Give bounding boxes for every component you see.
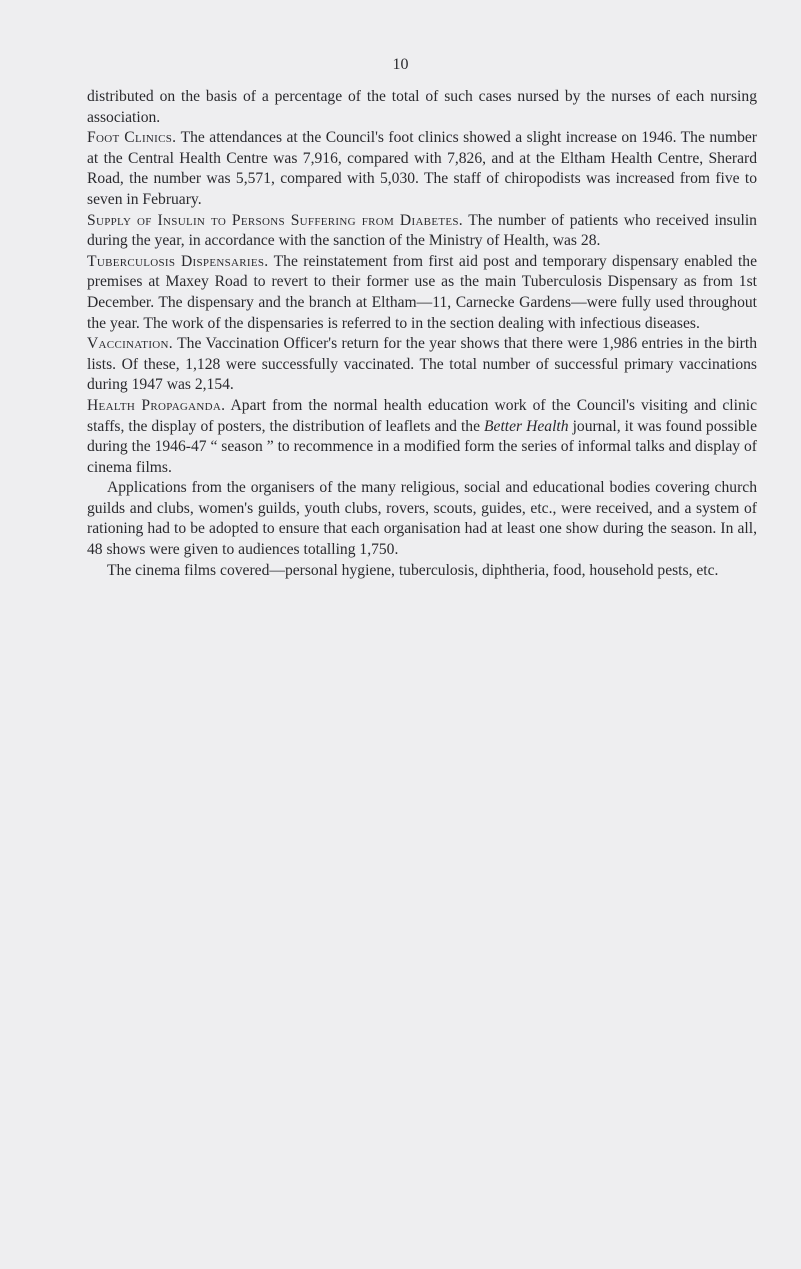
tb-paragraph (87, 252, 757, 334)
applications-paragraph: Applications from the organisers of the many religious, social and educational bodies covering church guilds and clubs, women's guilds, youth clubs, rovers, scouts, guides, etc., were received, and a system of rationing had to be adopted to ensure that each organisation had at least one show during the season. In all, 48 shows were given to audiences totalling 1,750. (87, 479, 757, 559)
tb-text: The reinstatement from first aid post and temporary dispensary enabled the premises at Maxey Road to revert to their former use as the main Tuberculosis Dispensary as from 1st December. The dispensary and the branch at Eltham—11, Carnecke Gardens—were fully used throughout the year. The work of the dispensaries is referred to in the section dealing with infectious diseases. (87, 252, 757, 332)
foot-clinics-heading: Foot Clinics. (87, 129, 177, 147)
foot-clinics-text: The attendances at the Council's foot clinics showed a slight increase on 1946. The number at the Central Health Centre was 7,916, compared with 7,826, and at the Eltham Health Centre, Sherard Road, the number was 5,571, compared with 5,030. The staff of chiropodists was increased from five to seven in February. (87, 129, 757, 208)
vaccination-paragraph (87, 334, 757, 396)
propaganda-text-b: journal, it was found possible during the 1946-47 “ season ” to recommence in a modified form the series of informal talks and display of cinema films. (87, 417, 758, 476)
vaccination-text: The Vaccination Officer's return for the year shows that there were 1,986 entries in the birth lists. Of these, 1,128 were successfully vaccinated. The total number of successful primary vaccinations during 1947 was 2,154. (87, 335, 757, 394)
tb-heading: Tuberculosis Dispensaries. (87, 252, 269, 270)
insulin-paragraph (87, 211, 757, 252)
journal-title: Better Health (484, 417, 569, 435)
insulin-heading: Supply of Insulin to Persons Suffering from Diabetes. (87, 211, 463, 229)
intro-paragraph: distributed on the basis of a percentage of the total of such cases nursed by the nurses of each nursing association. (87, 88, 757, 126)
foot-clinics-paragraph (87, 128, 757, 210)
propaganda-text-a: Apart from the normal health education work of the Council's visiting and clinic staffs, the display of posters, the distribution of leaflets and the (87, 396, 758, 435)
propaganda-paragraph (87, 396, 757, 478)
document-body (87, 87, 757, 581)
vaccination-heading: Vaccination. (87, 335, 173, 353)
propaganda-heading: Health Propaganda. (87, 396, 226, 414)
cinema-films-paragraph: The cinema films covered—personal hygiene, tuberculosis, diphtheria, food, household pests, etc. (107, 561, 719, 579)
page-number: 10 (392, 56, 409, 73)
insulin-text: The number of patients who received insulin during the year, in accordance with the sanction of the Ministry of Health, was 28. (87, 211, 757, 250)
